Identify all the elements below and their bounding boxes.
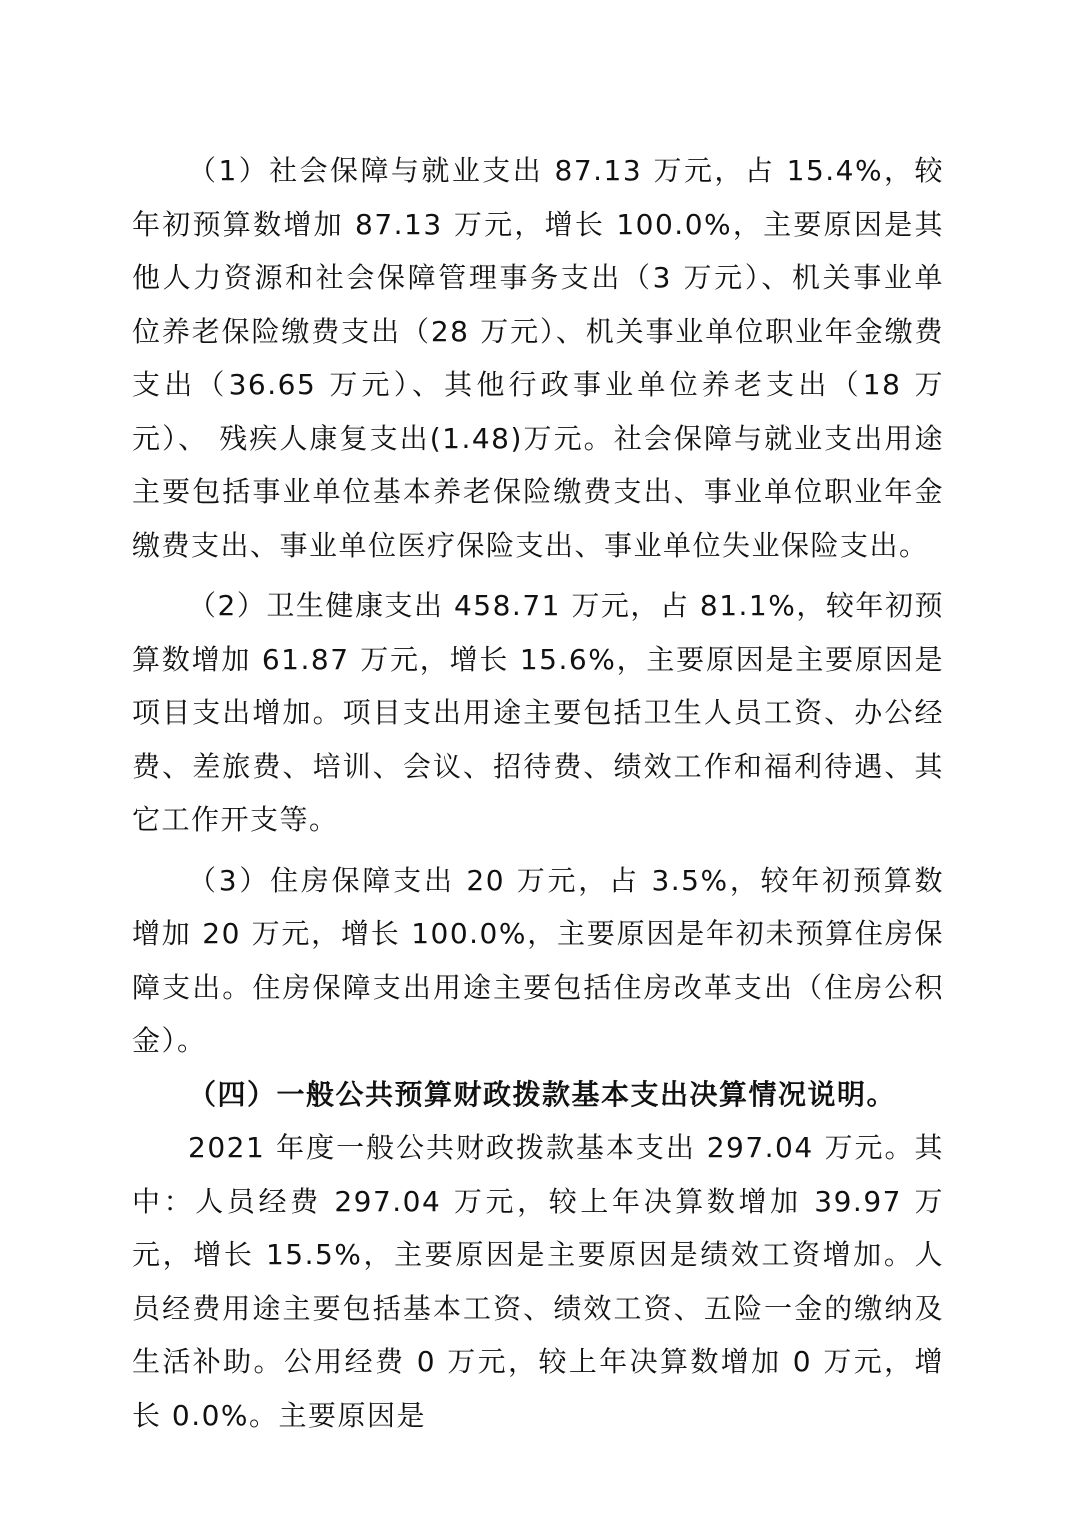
- section-heading: （四）一般公共预算财政拨款基本支出决算情况说明。: [188, 1077, 897, 1111]
- paragraph-housing: （3）住房保障支出 20 万元，占 3.5%，较年初预算数增加 20 万元，增长 100.0%，主要原因是年初未预算住房保障支出。住房保障支出用途主要包括住房改革支出（住房公积金）。: [132, 863, 944, 1057]
- paragraph-basic-expenditure: 2021 年度一般公共财政拨款基本支出 297.04 万元。其中：人员经费 297.04 万元，较上年决算数增加 39.97 万元，增长 15.5%，主要原因是主要原因是绩效工资增加。人员经费用途主要包括基本工资、绩效工资、五险一金的缴纳及生活补助。公用经费 0 万元，较上年决算数增加 0 万元，增长 0.0%。主要原因是: [132, 1131, 944, 1432]
- paragraph-social-security: （1）社会保障与就业支出 87.13 万元，占 15.4%，较年初预算数增加 87.13 万元，增长 100.0%，主要原因是其他人力资源和社会保障管理事务支出（3 万元）、机关事业单位养老保险缴费支出（28 万元）、机关事业单位职业年金缴费支出（36.65 万元）、其他行政事业单位养老支出（18 万元）、 残疾人康复支出(1.48)万元。社会保障与就业支出用途主要包括事业单位基本养老保险缴费支出、事业单位职业年金缴费支出、事业单位医疗保险支出、事业单位失业保险支出。: [132, 154, 944, 562]
- paragraph-health: （2）卫生健康支出 458.71 万元，占 81.1%，较年初预算数增加 61.87 万元，增长 15.6%，主要原因是主要原因是项目支出增加。项目支出用途主要包括卫生人员工资、办公经费、差旅费、培训、会议、招待费、绩效工作和福利待遇、其它工作开支等。: [132, 589, 944, 836]
- document-page: [132, 144, 944, 1442]
